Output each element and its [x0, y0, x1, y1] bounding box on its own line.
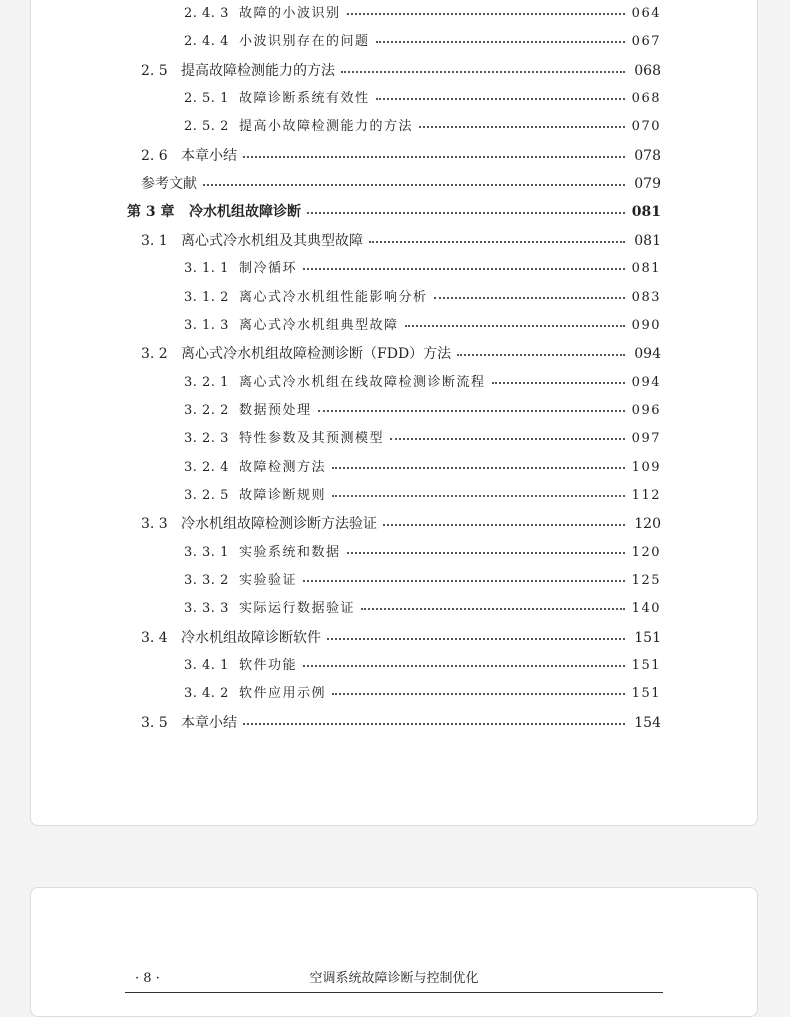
toc-entry-number: 3. 1	[141, 232, 168, 249]
dot-leader	[347, 544, 625, 554]
toc-entry-title: 本章小结	[181, 147, 237, 164]
toc-entry-title: 离心式冷水机组在线故障检测诊断流程	[239, 374, 486, 390]
dot-leader	[457, 346, 625, 356]
toc-entry-title: 实验系统和数据	[239, 544, 341, 560]
dot-leader	[405, 317, 625, 327]
toc-entry[interactable]	[184, 485, 661, 507]
toc-entry-title: 实际运行数据验证	[239, 601, 356, 617]
toc-entry-page: 140	[631, 601, 661, 617]
dot-leader	[434, 289, 625, 299]
toc-entry-title: 数据预处理	[239, 402, 312, 418]
toc-entry-number: 2. 4. 3	[184, 6, 229, 21]
toc-entry[interactable]	[141, 513, 661, 535]
toc-entry-page: 064	[631, 6, 661, 21]
toc-entry-page: 081	[634, 232, 661, 249]
toc-entry-number: 2. 5. 1	[184, 91, 229, 107]
toc-entry-page: 120	[631, 544, 661, 560]
dot-leader	[332, 685, 625, 695]
toc-entry-title: 冷水机组故障检测诊断方法验证	[181, 516, 377, 533]
next-page-card	[30, 887, 758, 1017]
page-number: · 8 ·	[135, 971, 160, 986]
toc-entry-page: 068	[634, 62, 661, 79]
toc-entry-title: 冷水机组故障诊断	[189, 204, 301, 221]
toc-entry[interactable]	[127, 201, 661, 223]
toc-entry-number: 2. 5. 2	[184, 119, 229, 135]
toc-entry-page: 094	[631, 374, 661, 390]
toc-entry-page: 083	[631, 289, 661, 305]
toc-entry-page: 070	[631, 119, 661, 135]
dot-leader	[383, 516, 625, 526]
toc-entry-page: 068	[631, 91, 661, 107]
toc-entry-title: 提高小故障检测能力的方法	[239, 119, 414, 135]
book-title: 空调系统故障诊断与控制优化	[309, 971, 479, 986]
toc-entry[interactable]	[184, 598, 661, 620]
toc-entry-title: 小波识别存在的问题	[239, 34, 370, 50]
toc-entry-title: 冷水机组故障诊断软件	[181, 629, 321, 646]
toc-entry-number: 3. 2. 4	[184, 459, 229, 475]
dot-leader	[203, 176, 625, 186]
dot-leader	[332, 459, 625, 469]
dot-leader	[307, 204, 625, 214]
toc-entry[interactable]	[184, 258, 661, 280]
toc-entry-title: 参考文献	[141, 176, 197, 193]
dot-leader	[390, 430, 625, 440]
toc-entry-number: 3. 2	[141, 346, 168, 363]
toc-entry[interactable]	[184, 457, 661, 479]
dot-leader	[243, 715, 625, 725]
dot-leader	[369, 233, 625, 243]
dot-leader	[376, 33, 625, 43]
dot-leader	[332, 487, 625, 497]
toc-entry-number: 第 3 章	[127, 204, 175, 221]
toc-entry-title: 离心式冷水机组性能影响分析	[239, 289, 428, 305]
toc-entry[interactable]	[184, 116, 661, 138]
toc-entry-page: 079	[634, 176, 661, 193]
toc-entry-number: 3. 2. 5	[184, 487, 229, 503]
toc-entry-page: 096	[631, 402, 661, 418]
dot-leader	[419, 118, 625, 128]
toc-entry-page: 151	[631, 658, 661, 674]
toc-entry[interactable]	[141, 60, 661, 82]
toc-entry-title: 离心式冷水机组及其典型故障	[181, 232, 363, 249]
toc-entry-title: 提高故障检测能力的方法	[181, 62, 335, 79]
toc-entry-title: 软件应用示例	[239, 686, 327, 702]
toc-entry[interactable]	[141, 230, 661, 252]
toc-entry-number: 3. 1. 3	[184, 317, 229, 333]
toc-entry-page: 078	[634, 147, 661, 164]
toc-entry-number: 3. 1. 1	[184, 261, 229, 277]
toc-entry-page: 125	[631, 573, 661, 588]
dot-leader	[303, 572, 625, 582]
toc-entry-number: 3. 2. 3	[184, 431, 229, 447]
dot-leader	[243, 148, 625, 158]
toc-entry-number: 3. 4. 2	[184, 686, 229, 702]
toc-entry-number: 2. 5	[141, 62, 168, 79]
toc-entry-number: 3. 3. 3	[184, 601, 229, 617]
toc-entry[interactable]	[184, 287, 661, 309]
toc-entry-number: 3. 3	[141, 516, 168, 533]
page-header	[125, 970, 663, 993]
toc-entry[interactable]	[141, 627, 661, 649]
toc-entry[interactable]	[184, 372, 661, 394]
toc-entry[interactable]	[141, 343, 661, 365]
toc-entry[interactable]	[184, 315, 661, 337]
dot-leader	[347, 5, 625, 15]
toc-entry-number: 3. 3. 2	[184, 573, 229, 588]
toc-entry-title: 软件功能	[239, 658, 298, 674]
toc-entry[interactable]	[184, 542, 661, 564]
toc-entry-title: 离心式冷水机组典型故障	[239, 317, 399, 333]
dot-leader	[318, 402, 625, 412]
toc-entry-number: 3. 1. 2	[184, 289, 229, 305]
toc-entry[interactable]	[141, 173, 661, 195]
toc-entry-page: 151	[631, 686, 661, 702]
toc-entry-number: 3. 4	[141, 629, 168, 646]
toc-entry[interactable]	[141, 712, 661, 734]
toc-entry-title: 故障的小波识别	[239, 6, 341, 21]
toc-entry-title: 故障诊断系统有效性	[239, 91, 370, 107]
toc-entry-page: 067	[631, 34, 661, 50]
dot-leader	[492, 374, 625, 384]
toc-entry-title: 制冷循环	[239, 261, 298, 277]
toc-entry-title: 本章小结	[181, 714, 237, 731]
toc-entry-number: 2. 4. 4	[184, 34, 229, 50]
dot-leader	[327, 630, 625, 640]
toc-entry[interactable]	[184, 400, 661, 422]
toc-entry-number: 3. 5	[141, 714, 168, 731]
toc-entry-page: 094	[634, 346, 661, 363]
toc-entry[interactable]	[141, 145, 661, 167]
toc-entry-page: 090	[631, 317, 661, 333]
toc-entry-page: 120	[634, 516, 661, 533]
toc-entry-number: 3. 4. 1	[184, 658, 229, 674]
toc-entry[interactable]	[184, 570, 661, 592]
toc-entry[interactable]	[184, 683, 661, 705]
toc-entry[interactable]	[184, 428, 661, 450]
toc-entry-number: 3. 2. 2	[184, 402, 229, 418]
toc-entry-number: 2. 6	[141, 147, 168, 164]
toc-entry-page: 081	[631, 204, 661, 221]
dot-leader	[361, 600, 625, 610]
toc-entry-number: 3. 2. 1	[184, 374, 229, 390]
toc-entry-page: 151	[634, 629, 661, 646]
toc-entry-title: 故障诊断规则	[239, 487, 327, 503]
toc-entry[interactable]	[184, 3, 661, 25]
toc-entry-title: 特性参数及其预测模型	[239, 431, 385, 447]
toc-entry[interactable]	[184, 655, 661, 677]
toc-entry[interactable]	[184, 88, 661, 110]
toc-entry-title: 离心式冷水机组故障检测诊断（FDD）方法	[181, 346, 452, 363]
toc-entry-title: 故障检测方法	[239, 459, 327, 475]
toc-entry-page: 097	[631, 431, 661, 447]
toc-entry-page: 112	[631, 487, 661, 503]
dot-leader	[303, 657, 625, 667]
toc-entry-number: 3. 3. 1	[184, 544, 229, 560]
dot-leader	[303, 260, 625, 270]
toc-entry-title: 实验验证	[239, 573, 298, 588]
toc-entry[interactable]	[184, 31, 661, 53]
toc-page-card	[30, 0, 758, 826]
toc-entry-page: 109	[631, 459, 661, 475]
dot-leader	[376, 90, 625, 100]
toc-entry-page: 154	[634, 714, 661, 731]
dot-leader	[341, 63, 625, 73]
toc-entry-page: 081	[631, 261, 661, 277]
